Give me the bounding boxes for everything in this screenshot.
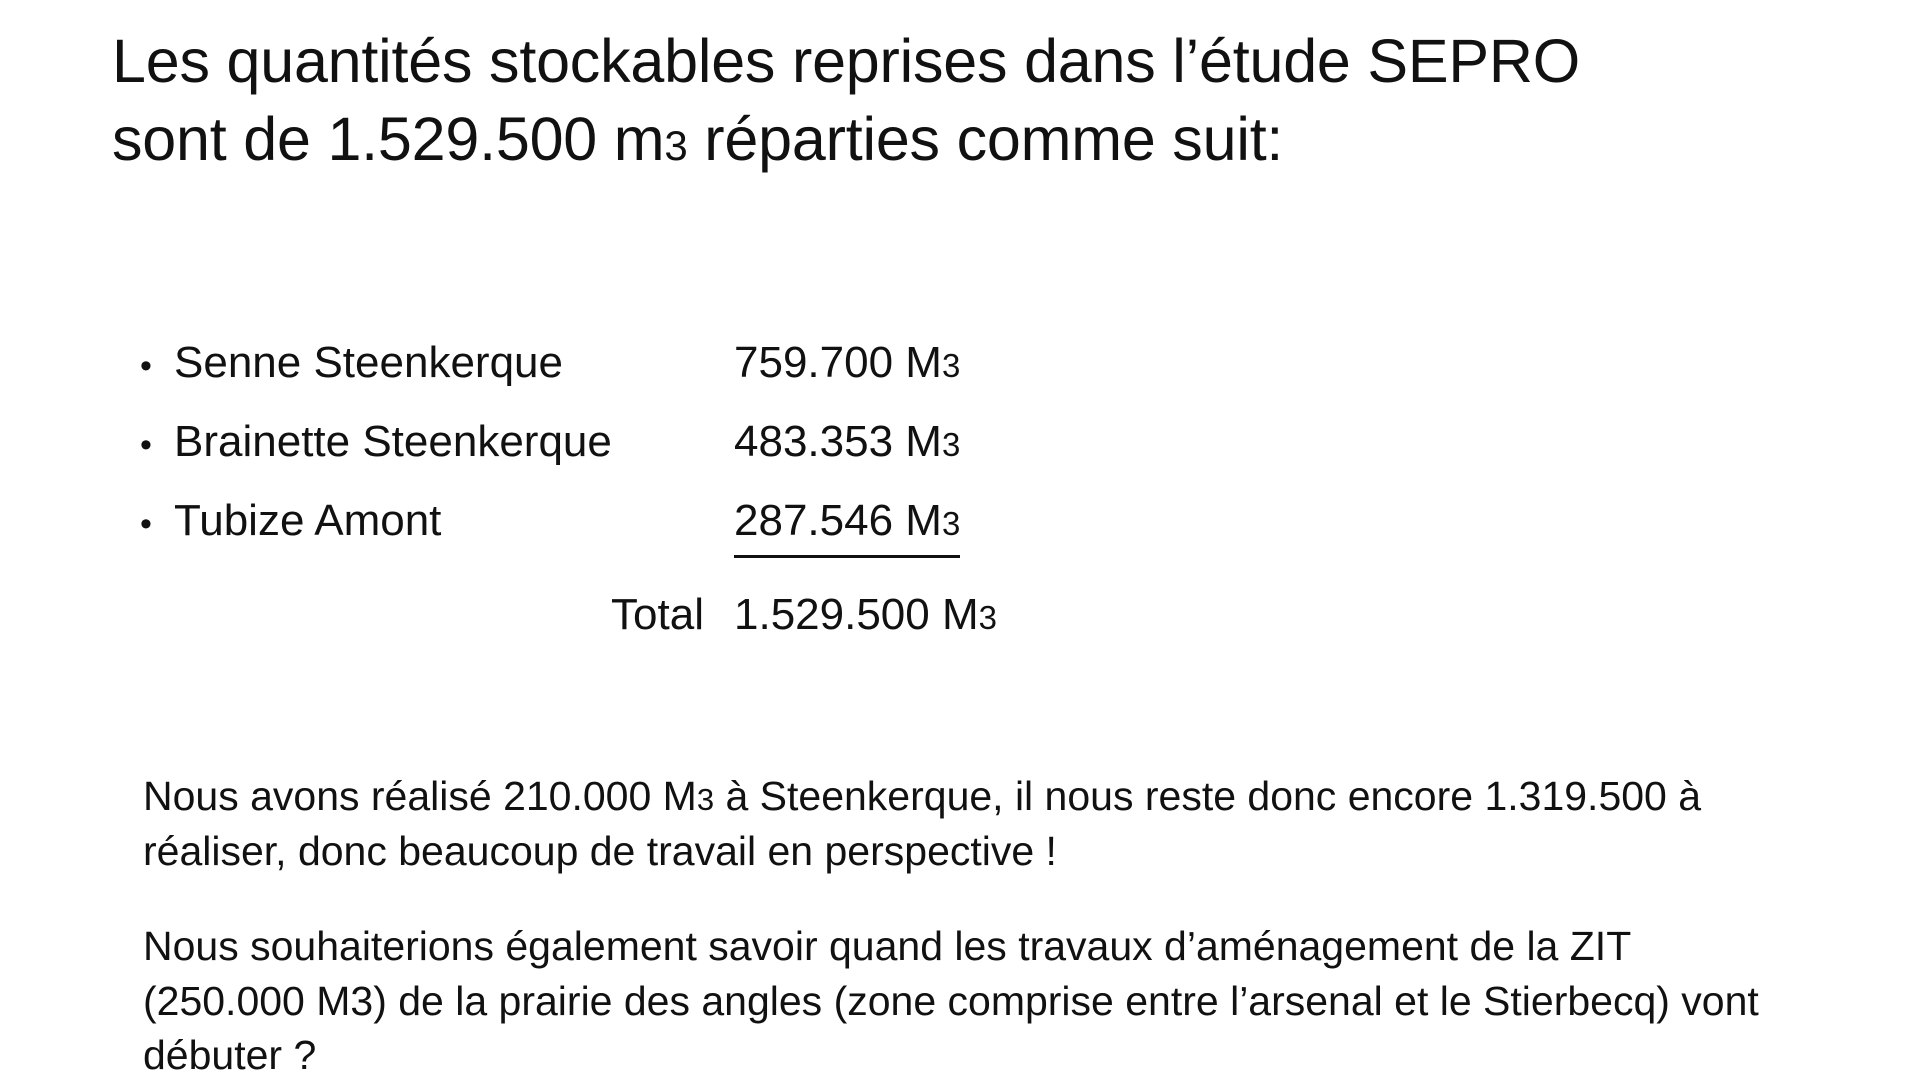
- quantities-list: [140, 330, 1540, 647]
- title-line-1: Les quantités stockables reprises dans l’étude SEPRO: [112, 27, 1580, 95]
- total-number: 1.529.500 M: [734, 590, 979, 640]
- title-line-2-superscript: 3: [664, 122, 688, 170]
- paragraph-progress-suffix: à Steenkerque, il nous reste donc encore 1.319.500 à réaliser, donc beaucoup de travail en perspective !: [143, 773, 1702, 874]
- total-row: [140, 582, 1540, 647]
- list-item: [140, 409, 1540, 474]
- page-title: [112, 22, 1832, 178]
- bullet-icon: •: [140, 426, 152, 465]
- value-number: 759.700 M: [734, 338, 942, 387]
- paragraph-progress-superscript: 3: [696, 782, 715, 817]
- value-number: 287.546 M: [734, 496, 942, 546]
- list-item-label: Brainette Steenkerque: [174, 417, 612, 467]
- title-line-2-prefix: sont de 1.529.500 m: [112, 105, 665, 174]
- list-item-value: [734, 330, 960, 395]
- value-unit: 3: [941, 426, 961, 464]
- bullet-icon: •: [140, 505, 152, 544]
- body-text: [143, 728, 1803, 1083]
- value-unit: 3: [941, 347, 961, 384]
- list-item-value: [734, 488, 960, 558]
- total-value: [734, 582, 997, 647]
- total-unit: 3: [978, 599, 997, 637]
- list-item-value: [734, 409, 960, 474]
- bullet-icon: •: [140, 347, 152, 385]
- paragraph-progress-prefix: Nous avons réalisé 210.000 M: [143, 773, 697, 819]
- list-item-label: Senne Steenkerque: [174, 338, 563, 387]
- paragraph-progress: [143, 769, 1803, 878]
- list-item-label: Tubize Amont: [174, 496, 442, 546]
- list-item: [140, 488, 1540, 558]
- value-unit: 3: [941, 505, 961, 543]
- list-item: [140, 330, 1540, 395]
- value-number: 483.353 M: [734, 417, 942, 467]
- total-label: Total: [611, 590, 704, 640]
- paragraph-question: Nous souhaiterions également savoir quand les travaux d’aménagement de la ZIT (250.000 M3) de la prairie des angles (zone comprise entre l’arsenal et le Stierbecq) vont débuter ?: [143, 923, 1759, 1079]
- title-line-2-suffix: réparties comme suit:: [687, 105, 1284, 174]
